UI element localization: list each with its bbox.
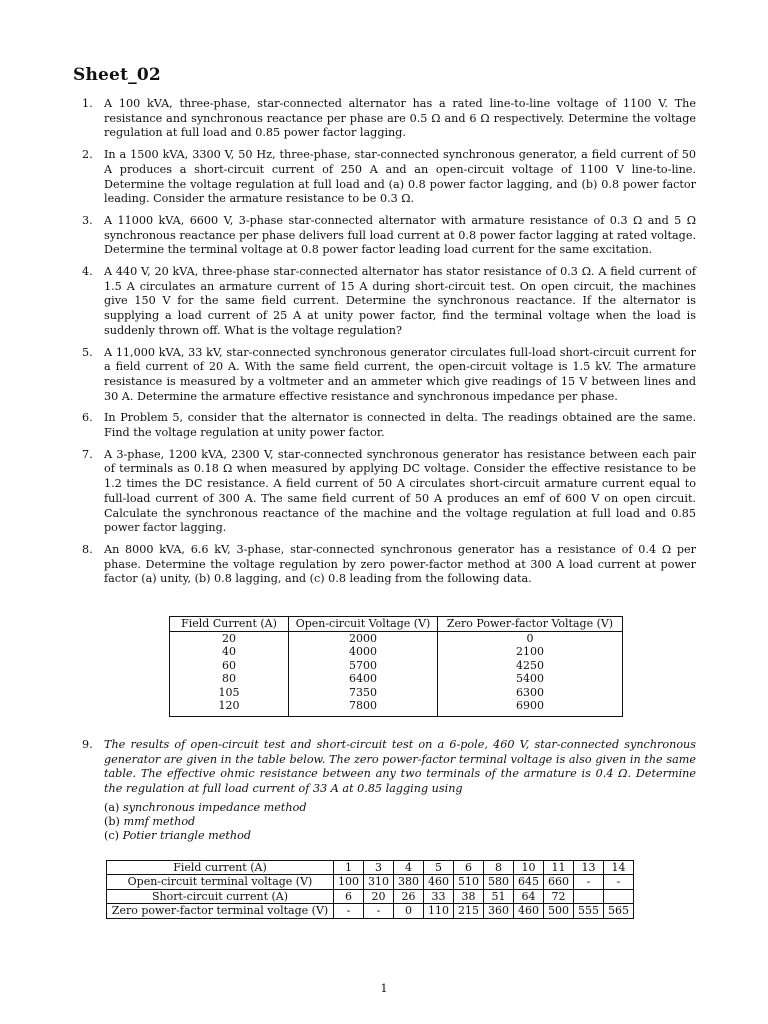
table-cell: 5700	[289, 659, 438, 673]
table-cell: 460	[424, 875, 454, 889]
table-cell: 3	[364, 861, 394, 875]
sheet-title: Sheet_02	[73, 65, 161, 85]
table-cell: 2000	[289, 631, 438, 645]
test-results-table	[106, 860, 634, 919]
method-text: mmf method	[123, 814, 196, 828]
problem-text: A 3-phase, 1200 kVA, 2300 V, star-connected synchronous generator has resistance between each pair of terminals as 0.18 Ω when measured by applying DC voltage. Consider the effective resistance to be 1.2 times the DC resistance. A field current of 50 A circulates short-circuit armature current equal to full-load current of 300 A. The same field current of 50 A produces an emf of 600 V on open circuit. Calculate the synchronous reactance of the machine and the voltage regulation at full load and 0.85 power factor lagging.	[104, 447, 696, 535]
problem-text: In Problem 5, consider that the alternator is connected in delta. The readings obtained are the same. Find the voltage regulation at unity power factor.	[104, 411, 696, 440]
table-cell: 565	[604, 904, 634, 918]
table-cell: 6300	[438, 686, 623, 700]
table-cell: 7350	[289, 686, 438, 700]
problem-text: A 440 V, 20 kVA, three-phase star-connected alternator has stator resistance of 0.3 Ω. A field current of 1.5 A circulates an armature current of 15 A during short-circuit test. On open circuit, the machines give 150 V for the same field current. Determine the synchronous reactance. If the alternator is supplying a load current of 25 A at unity power factor, find the terminal voltage when the load is suddenly thrown off. What is the voltage regulation?	[104, 265, 696, 337]
table-cell: 100	[334, 875, 364, 889]
problem-number: 3.	[82, 213, 93, 227]
problem-number: 7.	[82, 447, 93, 461]
table-cell: 500	[544, 904, 574, 918]
table-header: Open-circuit Voltage (V)	[289, 617, 438, 632]
table-cell: 60	[170, 659, 289, 673]
problem-number: 5.	[82, 345, 93, 359]
table-cell: 555	[574, 904, 604, 918]
table-cell: 4000	[289, 645, 438, 659]
table-cell: -	[574, 875, 604, 889]
table-cell: -	[604, 875, 634, 889]
method-text: Potier triangle method	[122, 828, 252, 842]
method-label: (c)	[104, 828, 119, 842]
table-cell: 310	[364, 875, 394, 889]
row-label: Zero power-factor terminal voltage (V)	[107, 904, 334, 918]
table-cell: 120	[170, 699, 289, 716]
table-header: Zero Power-factor Voltage (V)	[438, 617, 623, 632]
table-cell: 6900	[438, 699, 623, 716]
problem-text: The results of open-circuit test and short-circuit test on a 6-pole, 460 V, star-connected synchronous generator are given in the table below. The zero power-factor terminal voltage is also given in the same table. The effective ohmic resistance between any two terminals of the armature is 0.4 Ω. Determine the regulation at full load current of 33 A at 0.85 lagging using	[104, 738, 696, 796]
table-cell: 51	[484, 889, 514, 903]
table-cell: 20	[364, 889, 394, 903]
table-cell: 110	[424, 904, 454, 918]
problem-number: 6.	[82, 411, 93, 425]
problem-text: A 11,000 kVA, 33 kV, star-connected synchronous generator circulates full-load short-circuit current for a field current of 20 A. With the same field current, the open-circuit voltage is 1.5 kV. The armature resistance is measured by a voltmeter and an ammeter which give readings of 15 V between lines and 30 A. Determine the armature effective resistance and synchronous impedance per phase.	[104, 345, 696, 403]
table-cell: 4250	[438, 659, 623, 673]
table-cell: 40	[170, 645, 289, 659]
table-cell: 7800	[289, 699, 438, 716]
table-row	[170, 699, 623, 716]
table-cell: 460	[514, 904, 544, 918]
table-cell: 580	[484, 875, 514, 889]
problem-9-block	[84, 738, 696, 850]
table-cell: 8	[484, 861, 514, 875]
table-row	[170, 631, 623, 645]
problem-number: 8.	[82, 542, 93, 556]
row-label: Field current (A)	[107, 861, 334, 875]
table-cell: 0	[438, 631, 623, 645]
problem-item	[84, 214, 696, 258]
table-cell: 6400	[289, 672, 438, 686]
table-cell	[604, 889, 634, 903]
table-cell: 0	[394, 904, 424, 918]
table-row	[107, 889, 634, 903]
table-cell: 215	[454, 904, 484, 918]
problem-text: A 100 kVA, three-phase, star-connected alternator has a rated line-to-line voltage of 1100 V. The resistance and synchronous reactance per phase are 0.5 Ω and 6 Ω respectively. Determine the voltage regulation at full load and 0.85 power factor lagging.	[104, 97, 696, 140]
problem-number: 1.	[82, 97, 93, 110]
table-cell: 510	[454, 875, 484, 889]
table-cell: 380	[394, 875, 424, 889]
problem-item	[84, 346, 696, 405]
problem-number: 4.	[82, 265, 93, 279]
table-cell: 360	[484, 904, 514, 918]
page-number: 1	[380, 982, 388, 995]
table-cell: 4	[394, 861, 424, 875]
table-cell: 660	[544, 875, 574, 889]
row-label: Short-circuit current (A)	[107, 889, 334, 903]
method-label: (b)	[104, 814, 120, 828]
table-cell: 5400	[438, 672, 623, 686]
table-cell: 38	[454, 889, 484, 903]
table-cell: 105	[170, 686, 289, 700]
problem-item	[84, 448, 696, 536]
table-row	[107, 861, 634, 875]
table-row	[107, 875, 634, 889]
table-row	[170, 686, 623, 700]
method-text: synchronous impedance method	[122, 800, 307, 814]
method-label: (a)	[104, 800, 120, 814]
table-cell: 10	[514, 861, 544, 875]
problem-text: In a 1500 kVA, 3300 V, 50 Hz, three-phase, star-connected synchronous generator, a field current of 50 A produces a short-circuit current of 250 A and an open-circuit voltage of 1100 V line-to-line. Determine the voltage regulation at full load and (a) 0.8 power factor lagging, and (b) 0.8 power factor leading. Consider the armature resistance to be 0.3 Ω.	[104, 148, 696, 206]
table-cell: 13	[574, 861, 604, 875]
problem-item	[84, 738, 696, 843]
table-cell: 11	[544, 861, 574, 875]
table-cell: 6	[334, 889, 364, 903]
table-cell: 20	[170, 631, 289, 645]
problem-list	[84, 97, 696, 594]
method-item	[104, 815, 696, 829]
table-cell: 1	[334, 861, 364, 875]
table-cell: 72	[544, 889, 574, 903]
table-header: Field Current (A)	[170, 617, 289, 632]
method-item	[104, 829, 696, 843]
problem-number: 9.	[82, 738, 93, 751]
table-cell: 26	[394, 889, 424, 903]
table-cell: -	[334, 904, 364, 918]
table-row	[170, 672, 623, 686]
table-cell: 6	[454, 861, 484, 875]
table-cell: 33	[424, 889, 454, 903]
table-cell: -	[364, 904, 394, 918]
zpf-data-table	[169, 616, 623, 717]
problem-text: An 8000 kVA, 6.6 kV, 3-phase, star-connected synchronous generator has a resistance of 0.4 Ω per phase. Determine the voltage regulation by zero power-factor method at 300 A load current at power factor (a) unity, (b) 0.8 lagging, and (c) 0.8 leading from the following data.	[104, 542, 696, 586]
problem-item	[84, 411, 696, 440]
table-row	[170, 659, 623, 673]
method-list	[104, 801, 696, 843]
problem-text: A 11000 kVA, 6600 V, 3-phase star-connected alternator with armature resistance of 0.3 Ω and 5 Ω synchronous reactance per phase delivers full load current at 0.8 power factor lagging at rated voltage. Determine the terminal voltage at 0.8 power factor leading load current for the same excitation.	[104, 213, 696, 257]
table-cell: 5	[424, 861, 454, 875]
table-cell: 14	[604, 861, 634, 875]
method-item	[104, 801, 696, 815]
table-row	[170, 645, 623, 659]
table-cell: 645	[514, 875, 544, 889]
problem-item	[84, 265, 696, 339]
problem-number: 2.	[82, 148, 93, 162]
table-cell: 80	[170, 672, 289, 686]
table-cell: 2100	[438, 645, 623, 659]
row-label: Open-circuit terminal voltage (V)	[107, 875, 334, 889]
problem-item	[84, 97, 696, 141]
table-cell	[574, 889, 604, 903]
problem-item	[84, 543, 696, 587]
problem-item	[84, 148, 696, 207]
table-cell: 64	[514, 889, 544, 903]
table-row	[107, 904, 634, 918]
